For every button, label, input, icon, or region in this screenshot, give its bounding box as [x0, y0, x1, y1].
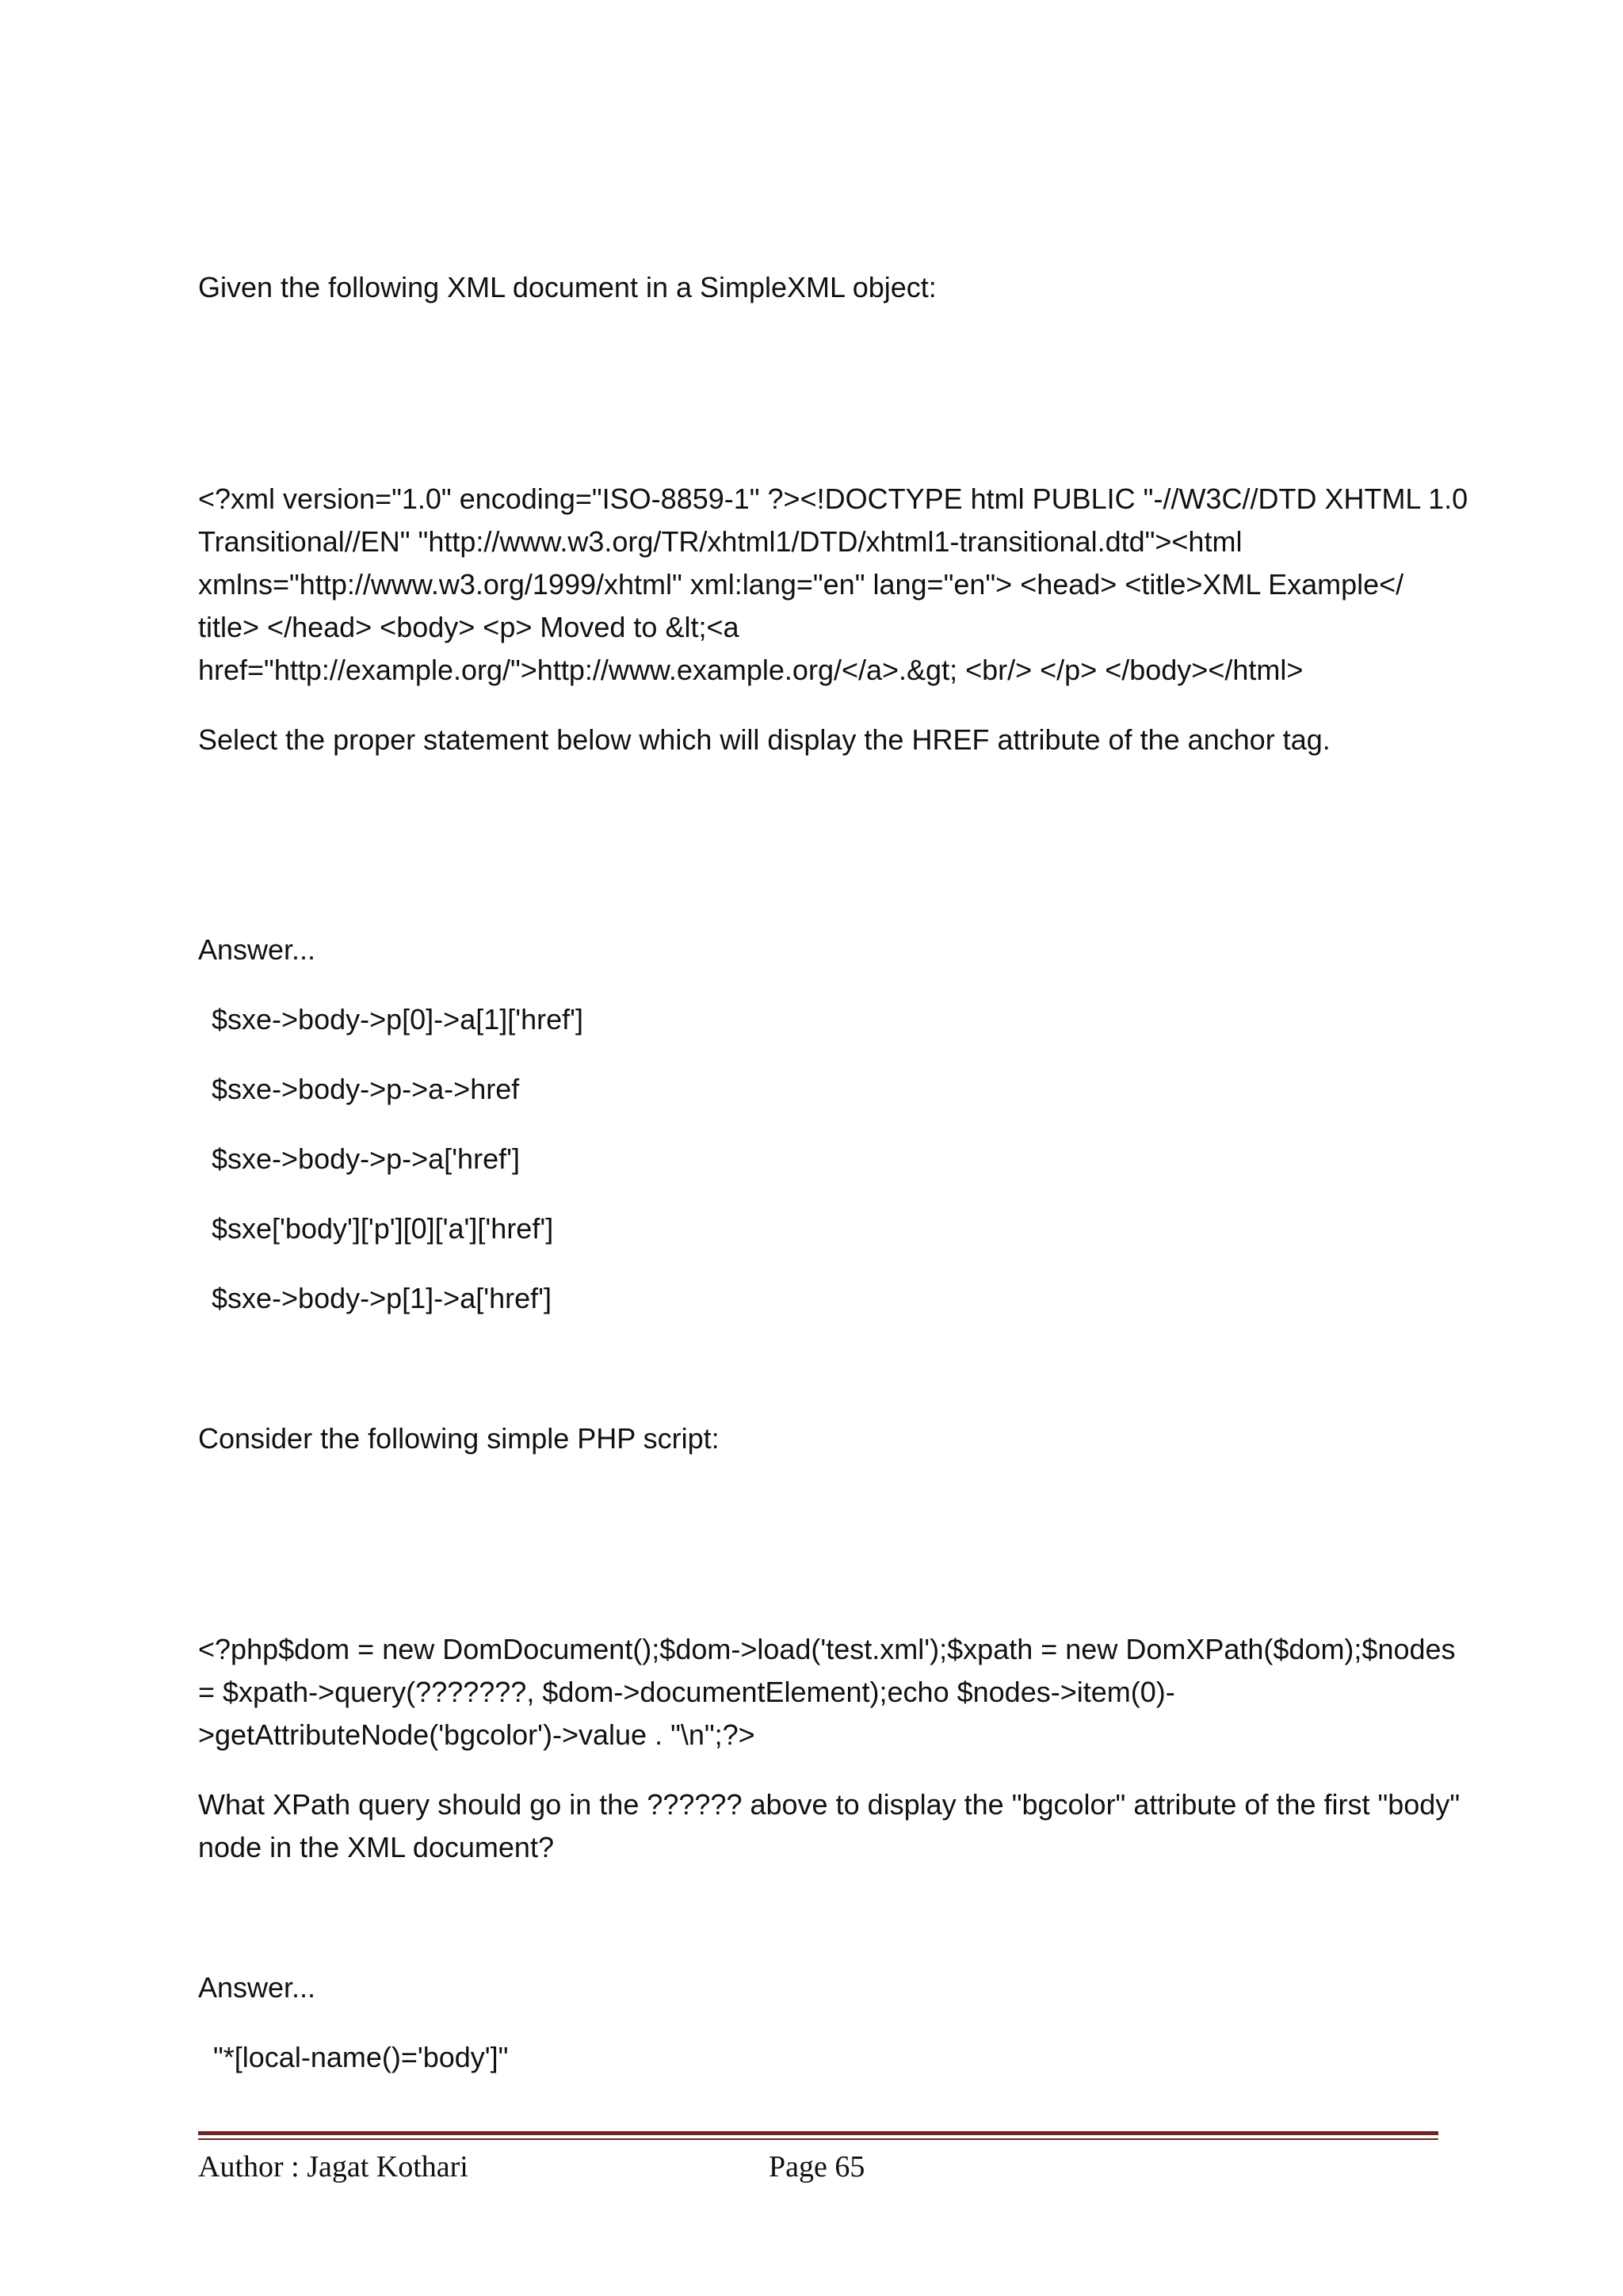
question1-intro: Given the following XML document in a SimpleXML object: — [198, 271, 937, 303]
question1-code-line: href="http://example.org/">http://www.example.org/</a>.&gt; <br/> </p> </body></html> — [198, 654, 1304, 686]
question1-code-line: title> </head> <body> <p> Moved to &lt;<a — [198, 611, 739, 643]
question2-code-line: = $xpath->query(???????, $dom->documentElement);echo $nodes->item(0)- — [198, 1676, 1175, 1708]
answer-option-5[interactable]: $sxe->body->p[1]->a['href'] — [212, 1282, 552, 1314]
question2-code-line: >getAttributeNode('bgcolor')->value . "\n";?> — [198, 1718, 755, 1751]
question1-code-line: Transitional//EN" "http://www.w3.org/TR/xhtml1/DTD/xhtml1-transitional.dtd"><html — [198, 525, 1243, 558]
question2-code-line: <?php$dom = new DomDocument();$dom->load('test.xml');$xpath = new DomXPath($dom);$nodes — [198, 1633, 1456, 1665]
question1-answer-label: Answer... — [198, 933, 316, 966]
answer-option-2[interactable]: $sxe->body->p->a->href — [212, 1073, 520, 1105]
footer-rule-thick — [198, 2131, 1438, 2135]
footer-page-number: Page 65 — [769, 2150, 865, 2183]
question2-prompt-line: What XPath query should go in the ?????? above to display the "bgcolor" attribute of the first "body" — [198, 1788, 1461, 1821]
footer-rule-thin — [198, 2138, 1438, 2140]
footer-author: Author : Jagat Kothari — [198, 2150, 468, 2183]
question1-code-line: xmlns="http://www.w3.org/1999/xhtml" xml:lang="en" lang="en"> <head> <title>XML Example</ — [198, 568, 1404, 601]
question2-intro: Consider the following simple PHP script: — [198, 1422, 720, 1455]
question2-answer-option-1[interactable]: "*[local-name()='body']" — [213, 2041, 509, 2073]
answer-option-1[interactable]: $sxe->body->p[0]->a[1]['href'] — [212, 1003, 584, 1035]
question2-prompt-line: node in the XML document? — [198, 1831, 554, 1863]
answer-option-4[interactable]: $sxe['body']['p'][0]['a']['href'] — [212, 1212, 554, 1245]
question2-answer-label: Answer... — [198, 1971, 316, 2004]
document-page — [198, 0, 1468, 2296]
question1-code-line: <?xml version="1.0" encoding="ISO-8859-1" ?><!DOCTYPE html PUBLIC "-//W3C//DTD XHTML 1.0 — [198, 482, 1468, 515]
question1-prompt: Select the proper statement below which will display the HREF attribute of the anchor tag. — [198, 723, 1331, 756]
answer-option-3[interactable]: $sxe->body->p->a['href'] — [212, 1142, 520, 1175]
